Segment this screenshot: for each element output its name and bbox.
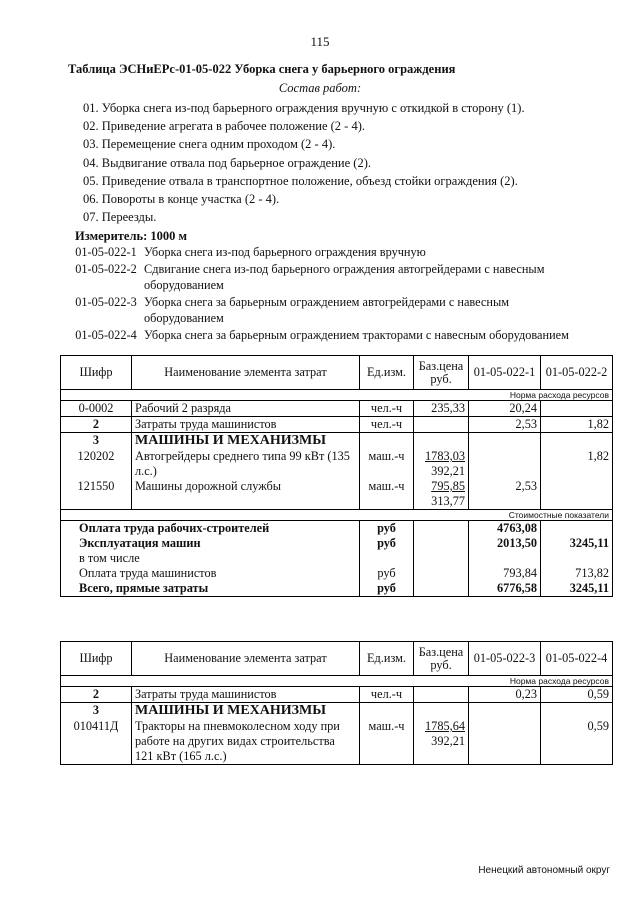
row-code: 2 (61, 687, 132, 703)
cost-row (61, 581, 613, 597)
code-text: Сдвигание снега из-под барьерного ограждения автогрейдерами с навесным оборудованием (144, 262, 545, 293)
empty-cell (360, 551, 414, 566)
cost-label-row (61, 510, 613, 521)
code-text: Уборка снега из-под барьерного ограждения вручную (144, 245, 426, 259)
operation-item: 02. Приведение агрегата в рабочее положение (2 - 4). (83, 119, 366, 134)
row-code: 120202 (61, 449, 132, 479)
code-number: 01-05-022-2 (75, 262, 137, 277)
row-name: МАШИНЫ И МЕХАНИЗМЫ (132, 433, 360, 450)
norm-label-row (61, 390, 613, 401)
row-value-2 (541, 401, 613, 417)
cost-name: Всего, прямые затраты (61, 581, 360, 597)
footer-region: Ненецкий автономный округ (478, 865, 610, 876)
table-row (61, 417, 613, 433)
table-header-row (61, 642, 613, 676)
norm-label: Норма расхода ресурсов (61, 390, 613, 401)
empty-cell (414, 687, 469, 703)
table-header-row (61, 356, 613, 390)
row-name: МАШИНЫ И МЕХАНИЗМЫ (132, 703, 360, 720)
row-unit: чел.-ч (360, 401, 414, 417)
row-name: Рабочий 2 разряда (132, 401, 360, 417)
operation-item: 06. Повороты в конце участка (2 - 4). (83, 192, 280, 207)
row-name: Машины дорожной службы (132, 479, 360, 510)
row-code: 2 (61, 417, 132, 433)
resource-table-1 (60, 355, 613, 597)
row-value-1: 0,23 (469, 687, 541, 703)
empty-cell (360, 433, 414, 450)
header-name: Наименование элемента затрат (132, 356, 360, 390)
cost-row (61, 521, 613, 537)
measure-unit: Измеритель: 1000 м (75, 229, 188, 243)
row-value-1 (469, 449, 541, 479)
table-title: Таблица ЭСНиЕРс-01-05-022 Уборка снега у барьерного ограждения (68, 62, 456, 76)
row-code: 010411Д (61, 719, 132, 765)
empty-cell (414, 703, 469, 720)
row-price (414, 417, 469, 433)
resource-table-2 (60, 641, 613, 765)
row-code: 121550 (61, 479, 132, 510)
code-item (68, 328, 588, 344)
table-row (61, 719, 613, 765)
row-value-1: 2,53 (469, 417, 541, 433)
codes-list (68, 245, 588, 346)
header-unit: Ед.изм. (360, 642, 414, 676)
empty-cell (541, 433, 613, 450)
row-unit: маш.-ч (360, 719, 414, 765)
composition-heading: Состав работ: (278, 81, 362, 95)
row-price (414, 479, 469, 510)
cost-value-1: 6776,58 (469, 581, 541, 597)
cost-label: Стоимостные показатели (61, 510, 613, 521)
empty-cell (469, 551, 541, 566)
page-number: 115 (310, 34, 330, 49)
cost-value-2: 3245,11 (541, 536, 613, 551)
table-row (61, 401, 613, 417)
cost-row (61, 551, 613, 566)
code-item (68, 262, 588, 294)
header-col2: 01-05-022-4 (541, 642, 613, 676)
cost-name: Эксплуатация машин (61, 536, 360, 551)
empty-cell (414, 551, 469, 566)
code-text: Уборка снега за барьерным ограждением автогрейдерами с навесным оборудованием (144, 295, 509, 326)
price-value: 1783,03 (425, 449, 465, 463)
row-value-2: 1,82 (541, 449, 613, 479)
row-value-2: 1,82 (541, 417, 613, 433)
norm-label-row (61, 676, 613, 687)
empty-cell (360, 703, 414, 720)
row-price: 235,33 (414, 401, 469, 417)
header-col1: 01-05-022-1 (469, 356, 541, 390)
code-number: 01-05-022-4 (75, 328, 137, 343)
header-price: Баз.цена руб. (414, 642, 469, 676)
header-price: Баз.цена руб. (414, 356, 469, 390)
cost-unit: руб (360, 521, 414, 537)
operation-item: 05. Приведение отвала в транспортное положение, объезд стойки ограждения (2). (83, 173, 518, 188)
operation-item: 07. Переезды. (83, 210, 157, 225)
row-name: Затраты труда машинистов (132, 417, 360, 433)
table-row (61, 449, 613, 479)
price-value: 795,85 (431, 479, 465, 493)
operation-item: 01. Уборка снега из-под барьерного ограждения вручную с откидкой в сторону (1). (83, 101, 525, 115)
row-price (414, 719, 469, 765)
header-name: Наименование элемента затрат (132, 642, 360, 676)
cost-name: Оплата труда рабочих-строителей (61, 521, 360, 537)
operations-list (83, 99, 525, 226)
norm-label: Норма расхода ресурсов (61, 676, 613, 687)
row-unit: чел.-ч (360, 417, 414, 433)
cost-value-1: 793,84 (469, 566, 541, 581)
cost-value-2: 713,82 (541, 566, 613, 581)
header-code: Шифр (61, 642, 132, 676)
row-value-1 (469, 719, 541, 765)
operation-item: 03. Перемещение снега одним проходом (2 - 4). (83, 137, 336, 152)
price-machinist: 313,77 (431, 494, 465, 508)
price-value: 1785,64 (425, 719, 465, 733)
row-code: 3 (61, 703, 132, 720)
row-value-2: 0,59 (541, 687, 613, 703)
price-machinist: 392,21 (431, 464, 465, 478)
operation-item: 04. Выдвигание отвала под барьерное ограждение (2). (83, 155, 371, 170)
row-unit: чел.-ч (360, 687, 414, 703)
row-value-1: 2,53 (469, 479, 541, 510)
table-row (61, 479, 613, 510)
row-name: Затраты труда машинистов (132, 687, 360, 703)
header-col2: 01-05-022-2 (541, 356, 613, 390)
row-name: Тракторы на пневмоколесном ходу при работе на других видах строительства 121 кВт (165 л.с.) (132, 719, 360, 765)
header-unit: Ед.изм. (360, 356, 414, 390)
empty-cell (414, 521, 469, 537)
empty-cell (414, 433, 469, 450)
empty-cell (469, 703, 541, 720)
empty-cell (414, 566, 469, 581)
row-unit: маш.-ч (360, 479, 414, 510)
row-value-2: 0,59 (541, 719, 613, 765)
row-code: 0-0002 (61, 401, 132, 417)
cost-row (61, 566, 613, 581)
cost-value-1: 4763,08 (469, 521, 541, 537)
code-item (68, 245, 588, 261)
row-unit: маш.-ч (360, 449, 414, 479)
table-row (61, 703, 613, 720)
row-code: 3 (61, 433, 132, 450)
table-row (61, 687, 613, 703)
cost-unit: руб (360, 566, 414, 581)
cost-unit: руб (360, 581, 414, 597)
cost-name: в том числе (61, 551, 360, 566)
code-item (68, 295, 588, 327)
code-text: Уборка снега за барьерным ограждением тракторами с навесным оборудованием (144, 328, 569, 343)
cost-value-2: 3245,11 (541, 581, 613, 597)
empty-cell (414, 536, 469, 551)
empty-cell (414, 581, 469, 597)
price-machinist: 392,21 (431, 734, 465, 748)
cost-unit: руб (360, 536, 414, 551)
cost-row (61, 536, 613, 551)
row-value-1: 20,24 (469, 401, 541, 417)
cost-value-2 (541, 521, 613, 537)
row-name: Автогрейдеры среднего типа 99 кВт (135 л.с.) (132, 449, 360, 479)
code-number: 01-05-022-3 (75, 295, 137, 310)
empty-cell (541, 703, 613, 720)
empty-cell (469, 433, 541, 450)
header-col1: 01-05-022-3 (469, 642, 541, 676)
empty-cell (541, 551, 613, 566)
cost-name: Оплата труда машинистов (61, 566, 360, 581)
row-value-2 (541, 479, 613, 510)
code-number: 01-05-022-1 (75, 245, 137, 259)
row-price (414, 449, 469, 479)
table-row (61, 433, 613, 450)
header-code: Шифр (61, 356, 132, 390)
cost-value-1: 2013,50 (469, 536, 541, 551)
